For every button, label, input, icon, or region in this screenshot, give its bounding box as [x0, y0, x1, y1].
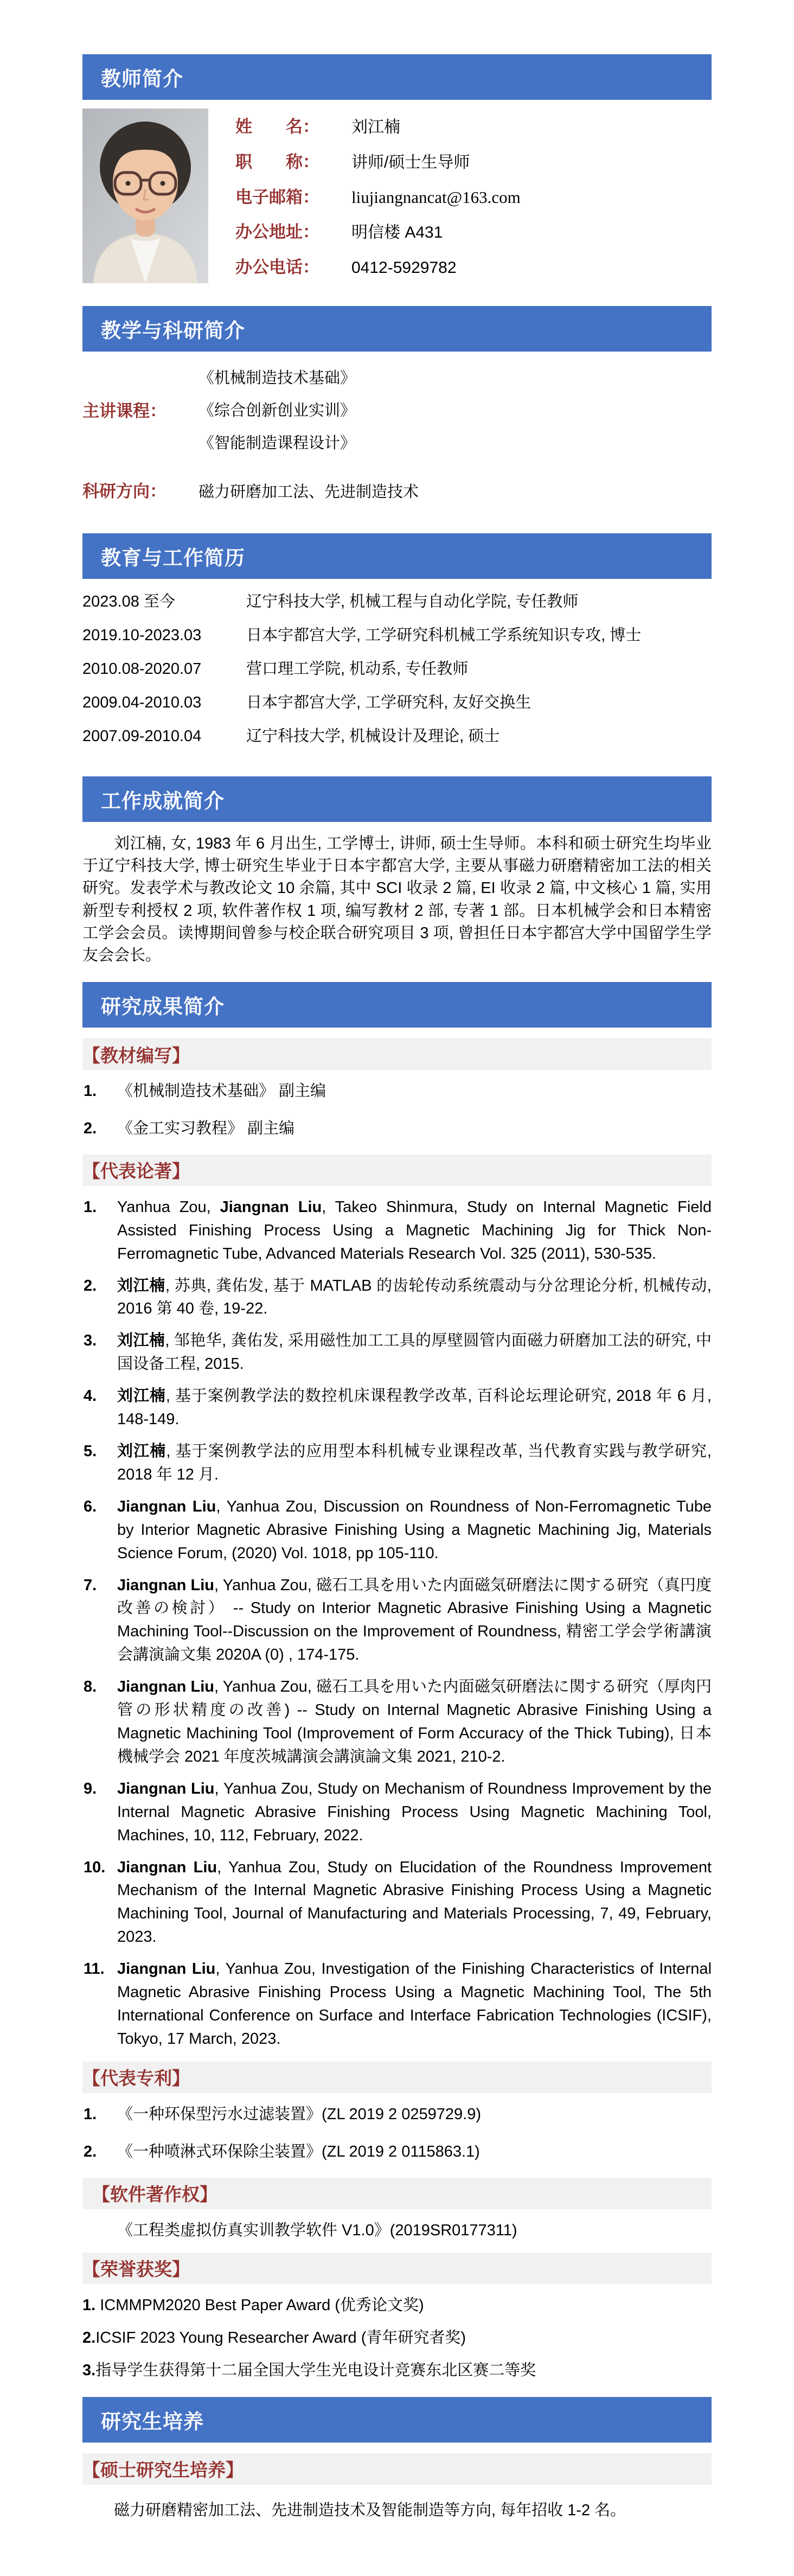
course-item: 《智能制造课程设计》: [198, 434, 356, 452]
field-phone-label: 办公电话：: [235, 258, 319, 277]
education-period: 2007.09-2010.04: [82, 728, 202, 745]
subsection-patents: [82, 2062, 712, 2093]
publication-author-highlight: Jiangnan Liu: [220, 1198, 322, 1216]
course-list: [198, 360, 712, 458]
section-header-postgraduate: [82, 2397, 712, 2443]
subsection-publications: [82, 1155, 712, 1186]
publication-author-highlight: Jiangnan Liu: [117, 1780, 215, 1797]
portrait-photo-illustration: [82, 109, 208, 283]
course-item: 《机械制造技术基础》: [198, 369, 356, 387]
item-number: 2.: [84, 1277, 97, 1295]
item-number: 1.: [84, 2105, 97, 2123]
education-timeline: [82, 579, 712, 761]
field-name-value: 刘江楠: [351, 118, 400, 136]
field-office-value: 明信楼 A431: [351, 224, 443, 242]
item-number: 10.: [84, 1858, 106, 1876]
subsection-awards: [82, 2253, 712, 2284]
publication-author-highlight: 刘江楠: [117, 1277, 165, 1295]
field-email-value: liujiangnancat@163.com: [351, 187, 521, 207]
faculty-profile-page: [82, 0, 712, 2576]
publication-text: , Takeo Shinmura, Study on Internal Magnetic Field Assisted Finishing Process Using a Magnetic Machining Jig for Thick Non-Ferromagnetic Tube, Advanced Materials Research Vol. 325 (2011), 530-535.: [117, 1198, 712, 1263]
education-detail: 辽宁科技大学, 机械工程与自动化学院, 专任教师: [246, 593, 579, 610]
subsection-title: 【硕士研究生培养】: [82, 2460, 244, 2481]
field-phone: [235, 253, 712, 278]
education-entry: [82, 692, 712, 713]
publication-item: [82, 1957, 712, 2051]
item-number: 8.: [84, 1678, 97, 1696]
field-name: [235, 113, 712, 137]
patent-item: [82, 2103, 712, 2126]
section-title: 研究成果简介: [101, 996, 225, 1018]
publication-author-highlight: Jiangnan Liu: [117, 1678, 215, 1696]
field-title: [235, 148, 712, 173]
publication-text: , Yanhua Zou, Study on Mechanism of Roundness Improvement by the Internal Magnetic Abrasive Finishing Process Using Magnetic Machining Tool, Machines, 10, 112, February, 2022.: [117, 1780, 712, 1844]
publication-text: , Yanhua Zou, 磁石工具を用いた内面磁気研磨法に関する研究（真円度改善の検討） -- Study on Interior Magnetic Abrasive Finishing Using a Magnetic Machining Tool--Discussion on the Improvement of Roundness, 精密工学会学術講演会講演論文集 2020A (0) , 174-175.: [117, 1576, 712, 1664]
section-header-education-work: [82, 533, 712, 579]
education-period: 2019.10-2023.03: [82, 627, 202, 644]
field-phone-value: 0412-5929782: [351, 259, 457, 277]
education-entry: [82, 591, 712, 613]
patent-item: [82, 2140, 712, 2164]
education-entry: [82, 725, 712, 747]
item-number: 1.: [84, 1198, 97, 1216]
course-item: 《综合创新创业实训》: [198, 401, 356, 419]
subsection-title: 【代表专利】: [82, 2068, 190, 2089]
item-number: 2.: [82, 2329, 96, 2347]
field-email-label: 电子邮箱：: [235, 187, 319, 207]
textbook-item: [82, 1080, 712, 1103]
subsection-software-copyright: [82, 2178, 712, 2209]
item-number: 9.: [84, 1780, 97, 1797]
publication-text: , 基于案例教学法的应用型本科机械专业课程改革, 当代教育实践与教学研究, 2018 年 12 月.: [117, 1443, 712, 1483]
publication-item: [82, 1385, 712, 1431]
item-number: 11.: [84, 1960, 105, 1978]
publication-author-highlight: 刘江楠: [117, 1387, 166, 1405]
subsection-title: 【教材编写】: [82, 1045, 190, 1066]
section-header-work-achievements: [82, 776, 712, 822]
item-number: 1.: [84, 1082, 97, 1100]
publication-text: , Yanhua Zou, Study on Elucidation of the Roundness Improvement Mechanism of the Internal Magnetic Abrasive Finishing Process Using a Magnetic Machining Tool, Journal of Manufacturing and Materials Processing, 7, 49, February, 2023.: [117, 1858, 712, 1946]
section-title: 工作成就简介: [101, 790, 225, 812]
education-period: 2023.08 至今: [82, 593, 175, 610]
subsection-title: 【荣誉获奖】: [82, 2259, 190, 2280]
publication-text: , 基于案例教学法的数控机床课程教学改革, 百科论坛理论研究, 2018 年 6 月, 148-149.: [117, 1387, 712, 1429]
courses-row: [82, 360, 712, 458]
subsection-textbooks: [82, 1038, 712, 1070]
education-period: 2009.04-2010.03: [82, 694, 202, 711]
section-title: 教育与工作简历: [101, 547, 245, 569]
patent-list: [82, 2103, 712, 2164]
publication-list: [82, 1196, 712, 2051]
field-title-label: 职 称：: [235, 152, 319, 171]
publication-item: [82, 1329, 712, 1376]
section-title: 教学与科研简介: [101, 320, 245, 342]
subsection-title: 【代表论著】: [82, 1161, 190, 1182]
item-text: ICMMPM2020 Best Paper Award (优秀论文奖): [95, 2296, 424, 2314]
textbook-item: [82, 1117, 712, 1140]
award-item: [82, 2359, 712, 2382]
field-office: [235, 218, 712, 243]
item-text: 指导学生获得第十二届全国大学生光电设计竞赛东北区赛二等奖: [95, 2361, 536, 2379]
award-item: [82, 2294, 712, 2317]
research-direction-row: [82, 477, 712, 502]
publication-item: [82, 1574, 712, 1667]
education-entry: [82, 624, 712, 646]
publication-author-highlight: 刘江楠: [117, 1443, 167, 1460]
item-number: 2.: [84, 1119, 97, 1137]
item-text: 《一种环保型污水过滤装置》(ZL 2019 2 0259729.9): [117, 2105, 481, 2123]
profile-block: [82, 100, 712, 291]
publication-text: , 苏典, 龚佑发, 基于 MATLAB 的齿轮传动系统震动与分岔理论分析, 机械传动, 2016 第 40 卷, 19-22.: [117, 1277, 712, 1318]
field-name-label: 姓 名：: [235, 117, 319, 136]
subsection-master-training: [82, 2453, 712, 2485]
item-number: 1.: [82, 2296, 96, 2314]
publication-text: , Yanhua Zou, Investigation of the Finishing Characteristics of Internal Magnetic Abrasive Finishing Process Using a Magnetic Machining Tool, The 5th International Conference on Surface and Interface Fabrication Technologies (ICSIF), Tokyo, 17 March, 2023.: [117, 1960, 712, 2048]
section-header-research-results: [82, 982, 712, 1028]
publication-item: [82, 1777, 712, 1847]
publication-author-highlight: Jiangnan Liu: [117, 1960, 216, 1978]
education-detail: 辽宁科技大学, 机械设计及理论, 硕士: [246, 728, 500, 745]
item-number: 3.: [84, 1332, 97, 1350]
education-detail: 营口理工学院, 机动系, 专任教师: [246, 660, 469, 678]
profile-fields: [208, 109, 712, 283]
item-number: 7.: [84, 1576, 97, 1594]
section-header-teacher-intro: [82, 54, 712, 100]
education-detail: 日本宇都宫大学, 工学研究科, 友好交换生: [246, 694, 532, 711]
master-training-text: 磁力研磨精密加工法、先进制造技术及智能制造等方向, 每年招收 1-2 名。: [114, 2501, 626, 2519]
education-entry: [82, 658, 712, 680]
item-number: 2.: [84, 2143, 97, 2160]
item-text: 《一种喷淋式环保除尘装置》(ZL 2019 2 0115863.1): [117, 2143, 480, 2160]
item-number: 6.: [84, 1497, 97, 1515]
publication-author-highlight: 刘江楠: [117, 1332, 165, 1350]
field-office-label: 办公地址：: [235, 222, 319, 242]
publication-item: [82, 1675, 712, 1769]
item-number: 5.: [84, 1443, 97, 1460]
publication-item: [82, 1196, 712, 1266]
publication-author-highlight: Jiangnan Liu: [117, 1858, 217, 1876]
publication-item: [82, 1440, 712, 1487]
item-number: 4.: [84, 1387, 97, 1405]
teaching-block: [82, 352, 712, 518]
publication-text: , 邹艳华, 龚佑发, 采用磁性加工工具的厚壁圆管内面磁力研磨加工法的研究, 中国设备工程, 2015.: [117, 1332, 712, 1373]
portrait-photo: [82, 109, 208, 283]
item-text: 《机械制造技术基础》 副主编: [117, 1082, 326, 1100]
software-copyright-item: 《工程类虚拟仿真实训教学软件 V1.0》(2019SR0177311): [117, 2221, 517, 2239]
section-title: 研究生培养: [101, 2410, 204, 2433]
education-period: 2010.08-2020.07: [82, 660, 202, 678]
item-text: 《金工实习教程》 副主编: [117, 1119, 295, 1137]
courses-label: 主讲课程：: [82, 401, 167, 420]
publication-item: [82, 1274, 712, 1321]
section-title: 教师简介: [101, 68, 183, 90]
publication-author-highlight: Jiangnan Liu: [117, 1576, 215, 1594]
award-item: [82, 2326, 712, 2349]
publication-author-highlight: Jiangnan Liu: [117, 1497, 216, 1515]
publication-item: [82, 1856, 712, 1949]
publication-authors-prefix: Yanhua Zou,: [117, 1198, 220, 1216]
textbook-list: [82, 1080, 712, 1140]
field-title-value: 讲师/硕士生导师: [351, 153, 470, 171]
field-email: [235, 183, 712, 208]
publication-text: , Yanhua Zou, Discussion on Roundness of Non-Ferromagnetic Tube by Interior Magnetic Abrasive Finishing Using a Magnetic Machining Jig, Materials Science Forum, (2020) Vol. 1018, pp 105-110.: [117, 1497, 712, 1562]
research-direction-label: 科研方向：: [82, 482, 167, 501]
section-header-teaching-research: [82, 306, 712, 352]
research-direction-value: 磁力研磨加工法、先进制造技术: [198, 483, 419, 501]
achievements-paragraph: 刘江楠, 女, 1983 年 6 月出生, 工学博士, 讲师, 硕士生导师。本科和硕士研究生均毕业于辽宁科技大学, 博士研究生毕业于日本宇都宫大学, 主要从事磁力研磨精密加工法的相关研究。发表学术与教改论文 10 余篇, 其中 SCI 收录 2 篇, EI 收录 2 篇, 中文核心 1 篇, 实用新型专利授权 2 项, 软件著作权 1 项, 编写教材 2 部, 专著 1 部。日本机械学会和日本精密工学会会员。读博期间曾参与校企联合研究项目 3 项, 曾担任日本宇都宫大学中国留学生学友会会长。: [82, 835, 712, 964]
item-text: ICSIF 2023 Young Researcher Award (青年研究者奖): [95, 2329, 466, 2347]
award-list: [82, 2294, 712, 2382]
subsection-title: 【软件著作权】: [92, 2184, 217, 2205]
publication-text: , Yanhua Zou, 磁石工具を用いた内面磁気研磨法に関する研究（厚肉円管の形状精度の改善) -- Study on Internal Magnetic Abrasive Finishing Using a Magnetic Machining Tool (Improvement of Form Accuracy of the Thick Tubing), 日本機械学会 2021 年度茨城講演会講演論文集 2021, 210-2.: [117, 1678, 712, 1765]
publication-item: [82, 1495, 712, 1565]
education-detail: 日本宇都宫大学, 工学研究科机械工学系统知识专攻, 博士: [246, 627, 642, 644]
item-number: 3.: [82, 2361, 96, 2379]
